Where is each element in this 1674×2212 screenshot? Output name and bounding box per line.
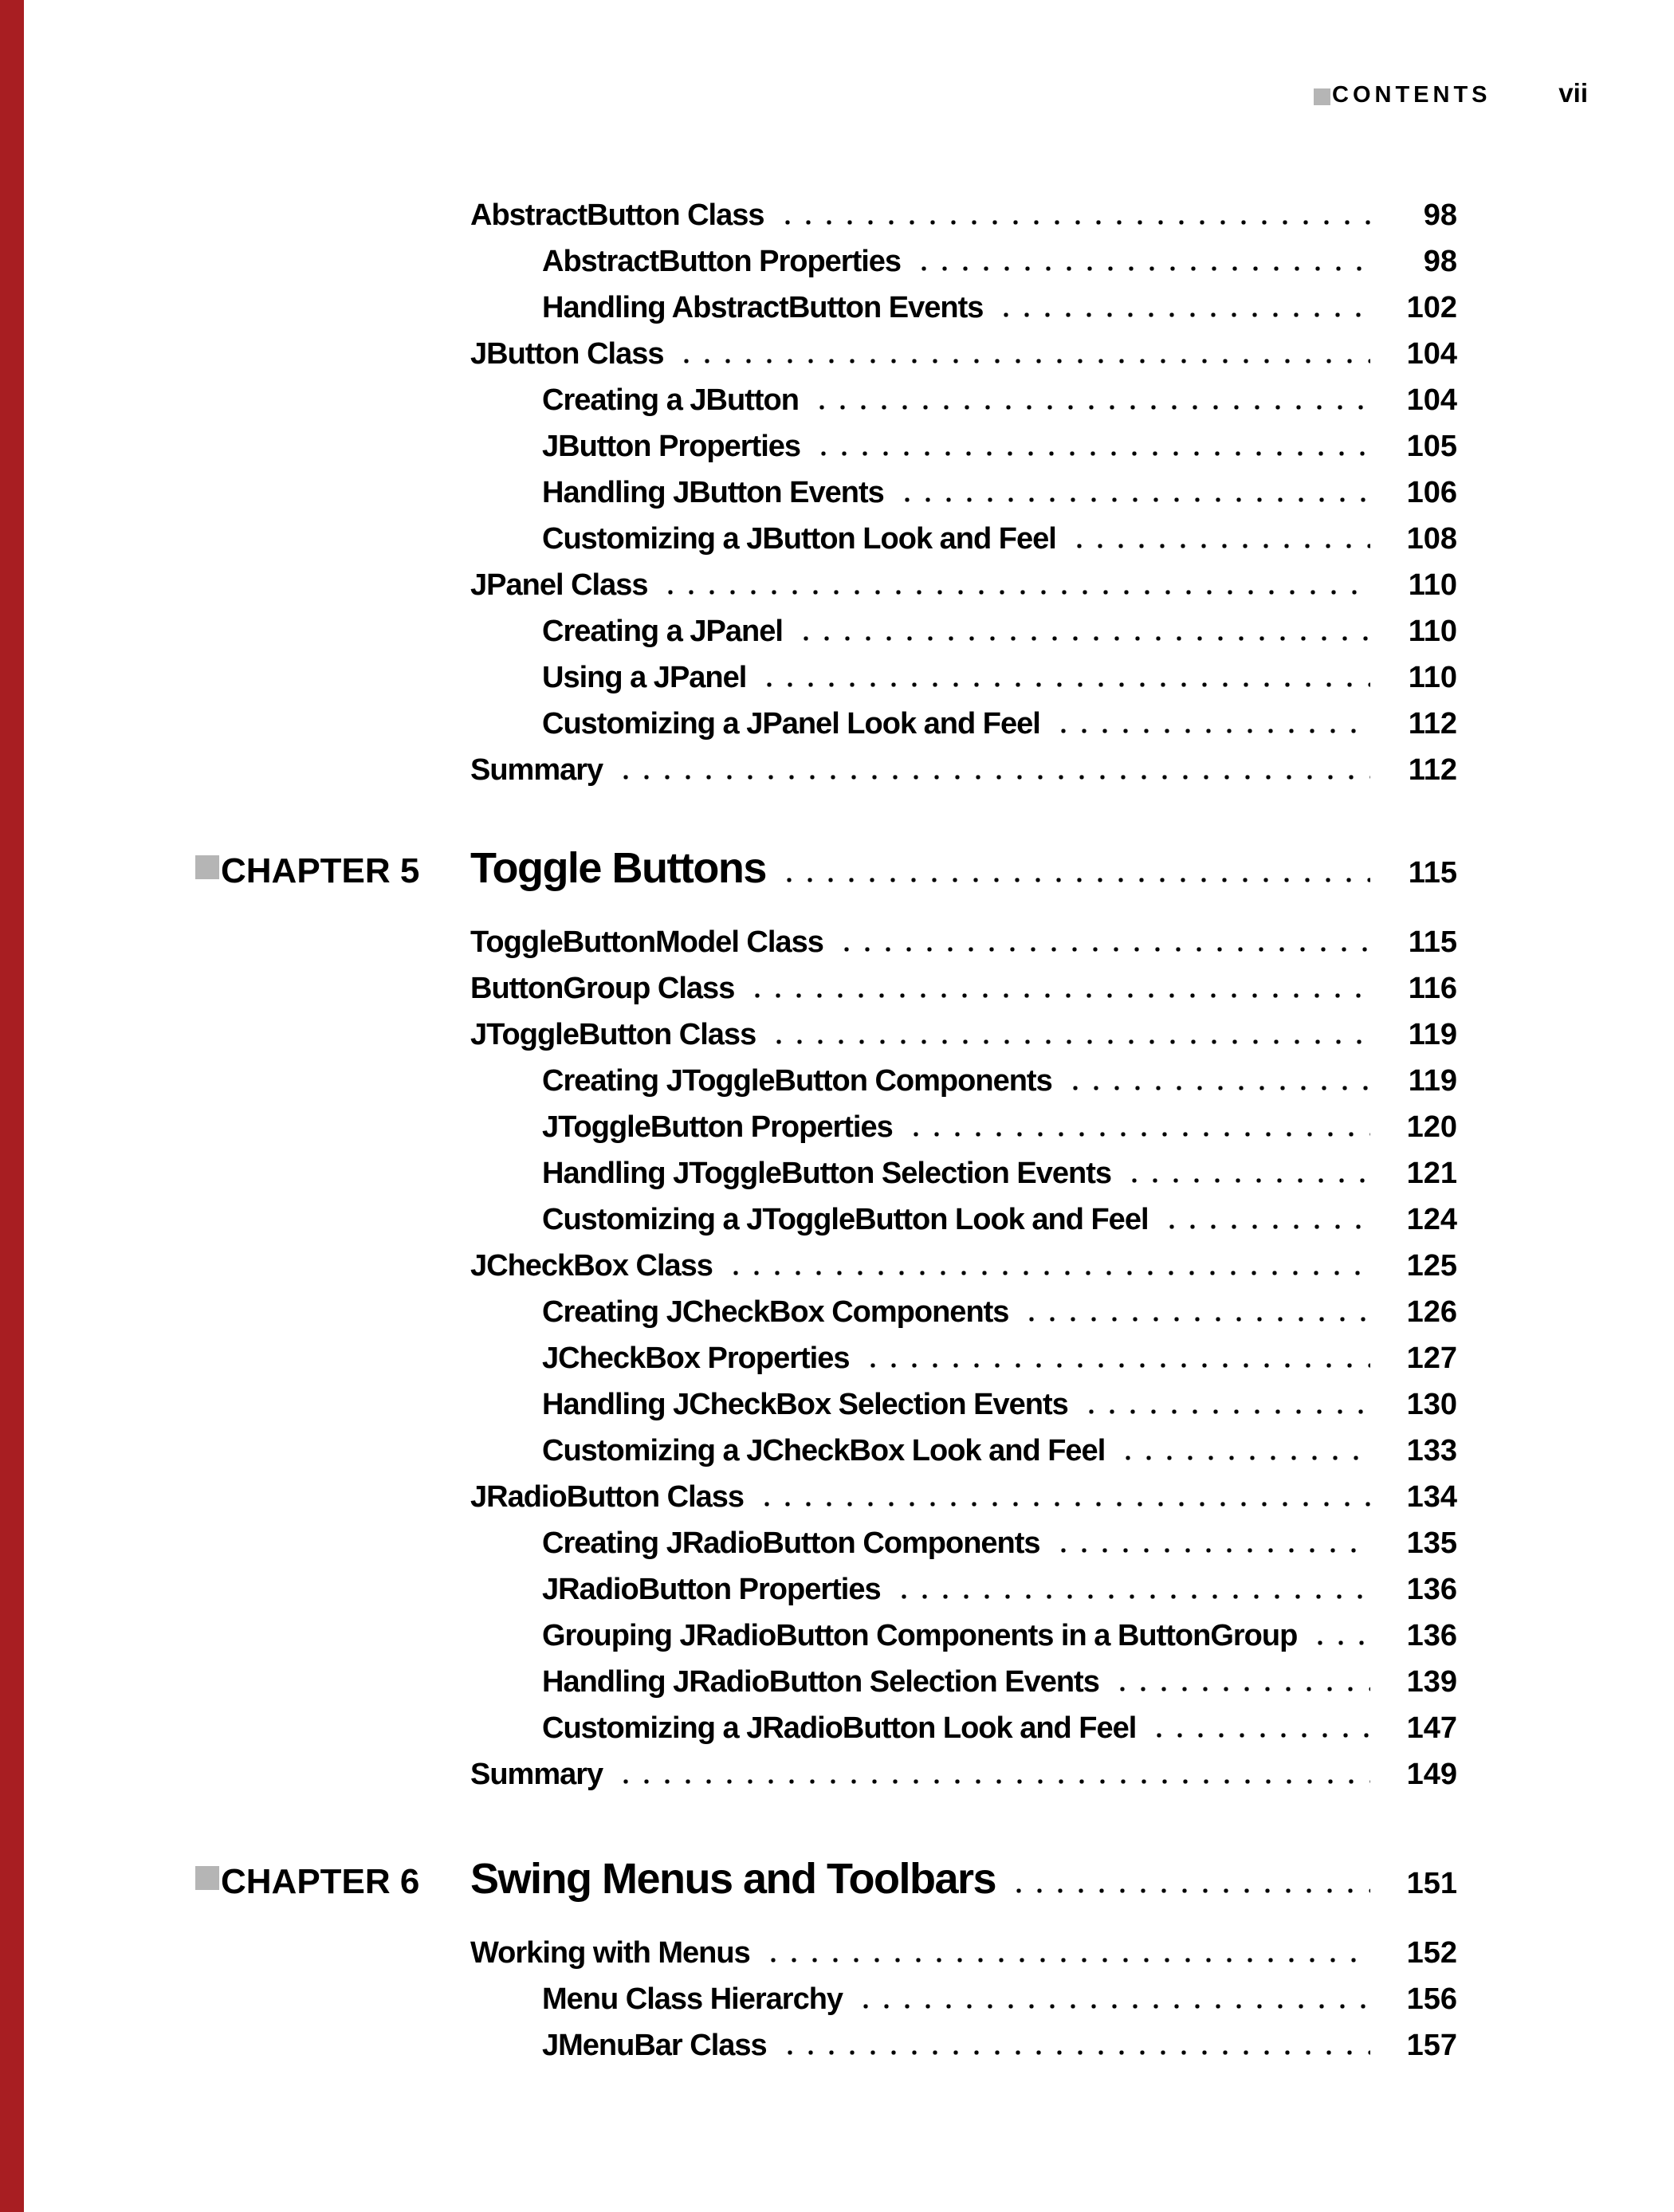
entry-label: JRadioButton Properties [542,1573,881,1606]
entry-page-number: 136 [1406,1619,1457,1652]
entry-page-number: 115 [1408,925,1457,959]
entry-page-number: 119 [1408,1064,1457,1098]
toc-entry [195,1705,1457,1751]
dot-leader [855,2004,1370,2009]
toc-entry [195,919,1457,965]
toc-entry [195,1243,1457,1289]
entry-label: Handling JRadioButton Selection Events [542,1665,1099,1699]
toc-entry [195,1196,1457,1243]
entry-label: JCheckBox Class [470,1249,713,1283]
entry-label: Menu Class Hierarchy [542,1982,843,2016]
dot-leader [796,636,1370,641]
dot-leader [1069,544,1370,548]
entry-page-number: 104 [1406,383,1457,417]
entry-page-number: 124 [1406,1203,1457,1236]
dot-leader [906,1132,1370,1137]
entry-page-number: 147 [1406,1711,1457,1745]
entry-label: Handling JButton Events [542,476,884,509]
toc-entry [195,608,1457,654]
dot-leader [813,451,1370,456]
dot-leader [1081,1409,1370,1414]
dot-leader [1161,1224,1370,1229]
dot-leader [1065,1086,1370,1090]
entry-label: ButtonGroup Class [470,972,735,1005]
entry-page-number: 120 [1406,1110,1457,1144]
entry-page-number: 106 [1406,476,1457,509]
page-folio: vii [1558,78,1588,108]
toc-entry [195,1428,1457,1474]
entry-label: Using a JPanel [542,661,747,694]
chapter-label-group [195,843,470,896]
dot-leader [836,947,1370,952]
toc-entry-group [195,192,1457,793]
entry-label: Creating a JPanel [542,615,783,648]
chapter-page-number: 115 [1408,856,1457,890]
entry-label: AbstractButton Class [470,198,764,232]
dot-leader [615,775,1370,780]
entry-page-number: 139 [1406,1665,1457,1699]
toc-entry [195,1150,1457,1196]
dot-leader [756,1502,1370,1507]
toc-entry [195,192,1457,238]
dot-leader [996,312,1370,317]
dot-leader [1112,1687,1370,1691]
toc-entry [195,516,1457,562]
dot-leader [897,497,1370,502]
toc-entry [195,2022,1457,2069]
entry-page-number: 136 [1406,1573,1457,1606]
toc-entry [195,470,1457,516]
entry-label: Customizing a JButton Look and Feel [542,522,1056,556]
entry-page-number: 119 [1408,1018,1457,1051]
toc-entry-group [195,1930,1457,2069]
chapter-label-group [195,1854,470,1907]
chapter-square-marker-icon [195,1866,219,1890]
entry-page-number: 110 [1408,615,1457,648]
entry-page-number: 121 [1406,1157,1457,1190]
entry-label: Grouping JRadioButton Components in a ButtonGroup [542,1619,1298,1652]
entry-label: Customizing a JPanel Look and Feel [542,707,1040,741]
toc-entry [195,1335,1457,1381]
entry-page-number: 105 [1406,430,1457,463]
entry-page-number: 110 [1408,568,1457,602]
toc-entry [195,1058,1457,1104]
entry-label: Customizing a JCheckBox Look and Feel [542,1434,1106,1467]
dot-leader [725,1271,1370,1275]
toc-entry [195,285,1457,331]
entry-page-number: 133 [1406,1434,1457,1467]
entry-page-number: 130 [1406,1388,1457,1421]
entry-page-number: 127 [1406,1342,1457,1375]
entry-label: Creating JCheckBox Components [542,1295,1009,1329]
entry-page-number: 135 [1406,1526,1457,1560]
toc-entry [195,1381,1457,1428]
chapter-square-marker-icon [195,855,219,879]
dot-leader [1021,1317,1370,1322]
entry-page-number: 126 [1406,1295,1457,1329]
toc-entry [195,1474,1457,1520]
entry-page-number: 149 [1406,1758,1457,1791]
entry-label: Creating JToggleButton Components [542,1064,1052,1098]
dot-leader [615,1779,1370,1784]
entry-page-number: 116 [1408,972,1457,1005]
entry-label: Customizing a JToggleButton Look and Feel [542,1203,1149,1236]
toc-entry [195,1012,1457,1058]
dot-leader [1008,1888,1370,1893]
entry-page-number: 156 [1406,1982,1457,2016]
chapter-label: CHAPTER 5 [221,851,420,890]
dot-leader [914,266,1370,271]
dot-leader [863,1363,1371,1368]
chapter-heading [195,840,1457,896]
dot-leader [1310,1640,1370,1645]
entry-label: Handling JCheckBox Selection Events [542,1388,1068,1421]
entry-label: JButton Properties [542,430,801,463]
dot-leader [660,590,1370,595]
toc-entry [195,377,1457,423]
dot-leader [763,1958,1370,1963]
entry-label: AbstractButton Properties [542,245,902,278]
toc-entry [195,1566,1457,1613]
entry-label: Summary [470,753,603,787]
entry-label: Customizing a JRadioButton Look and Feel [542,1711,1137,1745]
dot-leader [1053,1548,1370,1553]
table-of-contents [195,0,1457,2069]
entry-page-number: 125 [1406,1249,1457,1283]
entry-label: JCheckBox Properties [542,1342,850,1375]
entry-label: Creating JRadioButton Components [542,1526,1040,1560]
toc-entry-group [195,919,1457,1797]
entry-page-number: 112 [1408,753,1457,787]
dot-leader [780,2050,1370,2055]
entry-page-number: 112 [1408,707,1457,741]
dot-leader [1118,1456,1370,1460]
chapter-label: CHAPTER 6 [221,1862,420,1901]
entry-page-number: 152 [1406,1936,1457,1970]
dot-leader [779,878,1370,882]
dot-leader [894,1594,1370,1599]
toc-entry [195,1520,1457,1566]
dot-leader [768,1039,1370,1044]
entry-label: JPanel Class [470,568,648,602]
toc-entry [195,331,1457,377]
dot-leader [811,405,1370,410]
entry-page-number: 110 [1408,661,1457,694]
spine-accent-bar [0,0,24,2212]
entry-label: JMenuBar Class [542,2029,767,2062]
entry-label: Working with Menus [470,1936,750,1970]
chapter-page-number: 151 [1406,1867,1457,1900]
entry-label: Handling AbstractButton Events [542,291,984,324]
chapter-title: Toggle Buttons [470,844,766,892]
entry-label: ToggleButtonModel Class [470,925,823,959]
entry-label: JToggleButton Class [470,1018,756,1051]
toc-entry [195,654,1457,701]
entry-label: Creating a JButton [542,383,799,417]
entry-label: JToggleButton Properties [542,1110,893,1144]
entry-page-number: 134 [1406,1480,1457,1514]
dot-leader [676,359,1370,363]
toc-entry [195,1976,1457,2022]
toc-entry [195,562,1457,608]
toc-entry [195,701,1457,747]
chapter-heading [195,1851,1457,1907]
toc-entry [195,965,1457,1012]
toc-entry [195,1930,1457,1976]
toc-entry [195,238,1457,285]
dot-leader [759,682,1370,687]
entry-page-number: 98 [1423,198,1457,232]
running-header-title: CONTENTS [1332,82,1491,108]
toc-entry [195,1659,1457,1705]
dot-leader [1053,729,1370,733]
entry-page-number: 104 [1406,337,1457,371]
entry-label: JButton Class [470,337,664,371]
entry-page-number: 108 [1406,522,1457,556]
entry-page-number: 98 [1423,245,1457,278]
entry-page-number: 102 [1406,291,1457,324]
dot-leader [777,220,1371,225]
toc-entry [195,1289,1457,1335]
dot-leader [1124,1178,1370,1183]
toc-entry [195,423,1457,470]
toc-entry [195,1751,1457,1797]
entry-page-number: 157 [1406,2029,1457,2062]
toc-entry [195,1613,1457,1659]
entry-label: Handling JToggleButton Selection Events [542,1157,1112,1190]
entry-label: Summary [470,1758,603,1791]
dot-leader [747,993,1370,998]
entry-label: JRadioButton Class [470,1480,745,1514]
dot-leader [1149,1733,1370,1738]
toc-entry [195,747,1457,793]
toc-entry [195,1104,1457,1150]
chapter-title: Swing Menus and Toolbars [470,1855,996,1903]
